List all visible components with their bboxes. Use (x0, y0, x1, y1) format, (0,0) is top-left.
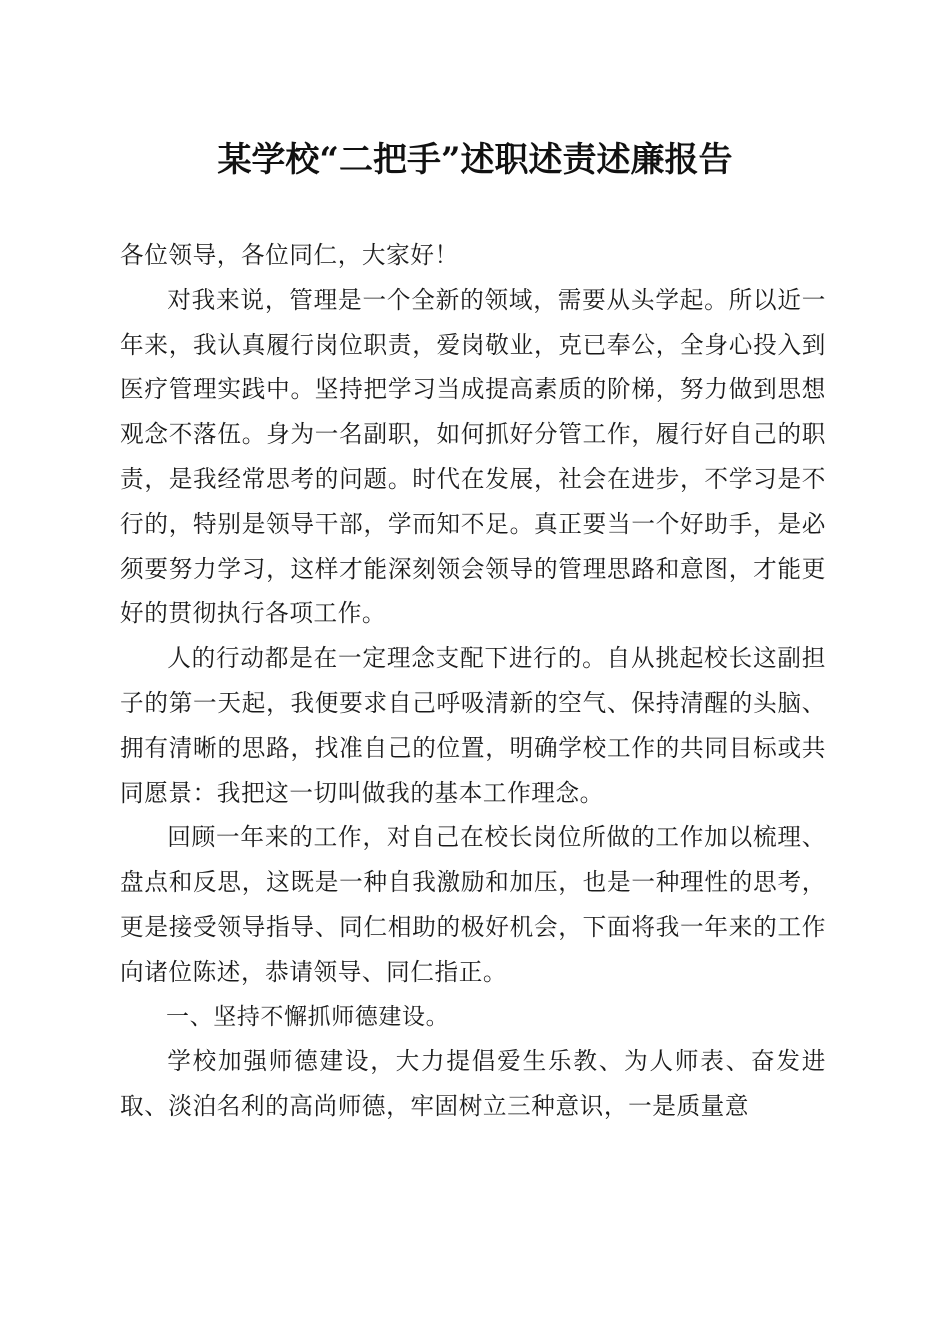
paragraph-2: 人的行动都是在一定理念支配下进行的。自从挑起校长这副担子的第一天起，我便要求自己呼吸清新的空气、保持清醒的头脑、拥有清晰的思路，找准自己的位置，明确学校工作的共同目标或共同愿景：我把这一切叫做我的基本工作理念。 (120, 644, 826, 807)
paragraph-3: 回顾一年来的工作，对自己在校长岗位所做的工作加以梳理、盘点和反思，这既是一种自我激励和加压，也是一种理性的思考，更是接受领导指导、同仁相助的极好机会，下面将我一年来的工作向诸位陈述，恭请领导、同仁指正。 (120, 823, 826, 986)
section-heading: 一、坚持不懈抓师德建设。 (166, 1003, 450, 1030)
document-body (120, 233, 826, 1129)
section-paragraph: 学校加强师德建设，大力提倡爱生乐教、为人师表、奋发进取、淡泊名利的高尚师德，牢固树立三种意识，一是质量意 (120, 1047, 826, 1121)
paragraph-1: 对我来说，管理是一个全新的领域，需要从头学起。所以近一年来，我认真履行岗位职责，爱岗敬业，克已奉公，全身心投入到医疗管理实践中。坚持把学习当成提高素质的阶梯，努力做到思想观念不落伍。身为一名副职，如何抓好分管工作，履行好自己的职责，是我经常思考的问题。时代在发展，社会在进步，不学习是不行的，特别是领导干部，学而知不足。真正要当一个好助手，是必须要努力学习，这样才能深刻领会领导的管理思路和意图，才能更好的贯彻执行各项工作。 (120, 285, 826, 628)
document-title: 某学校“二把手”述职述责述廉报告 (217, 140, 733, 180)
greeting-paragraph: 各位领导，各位同仁，大家好！ (120, 241, 459, 269)
